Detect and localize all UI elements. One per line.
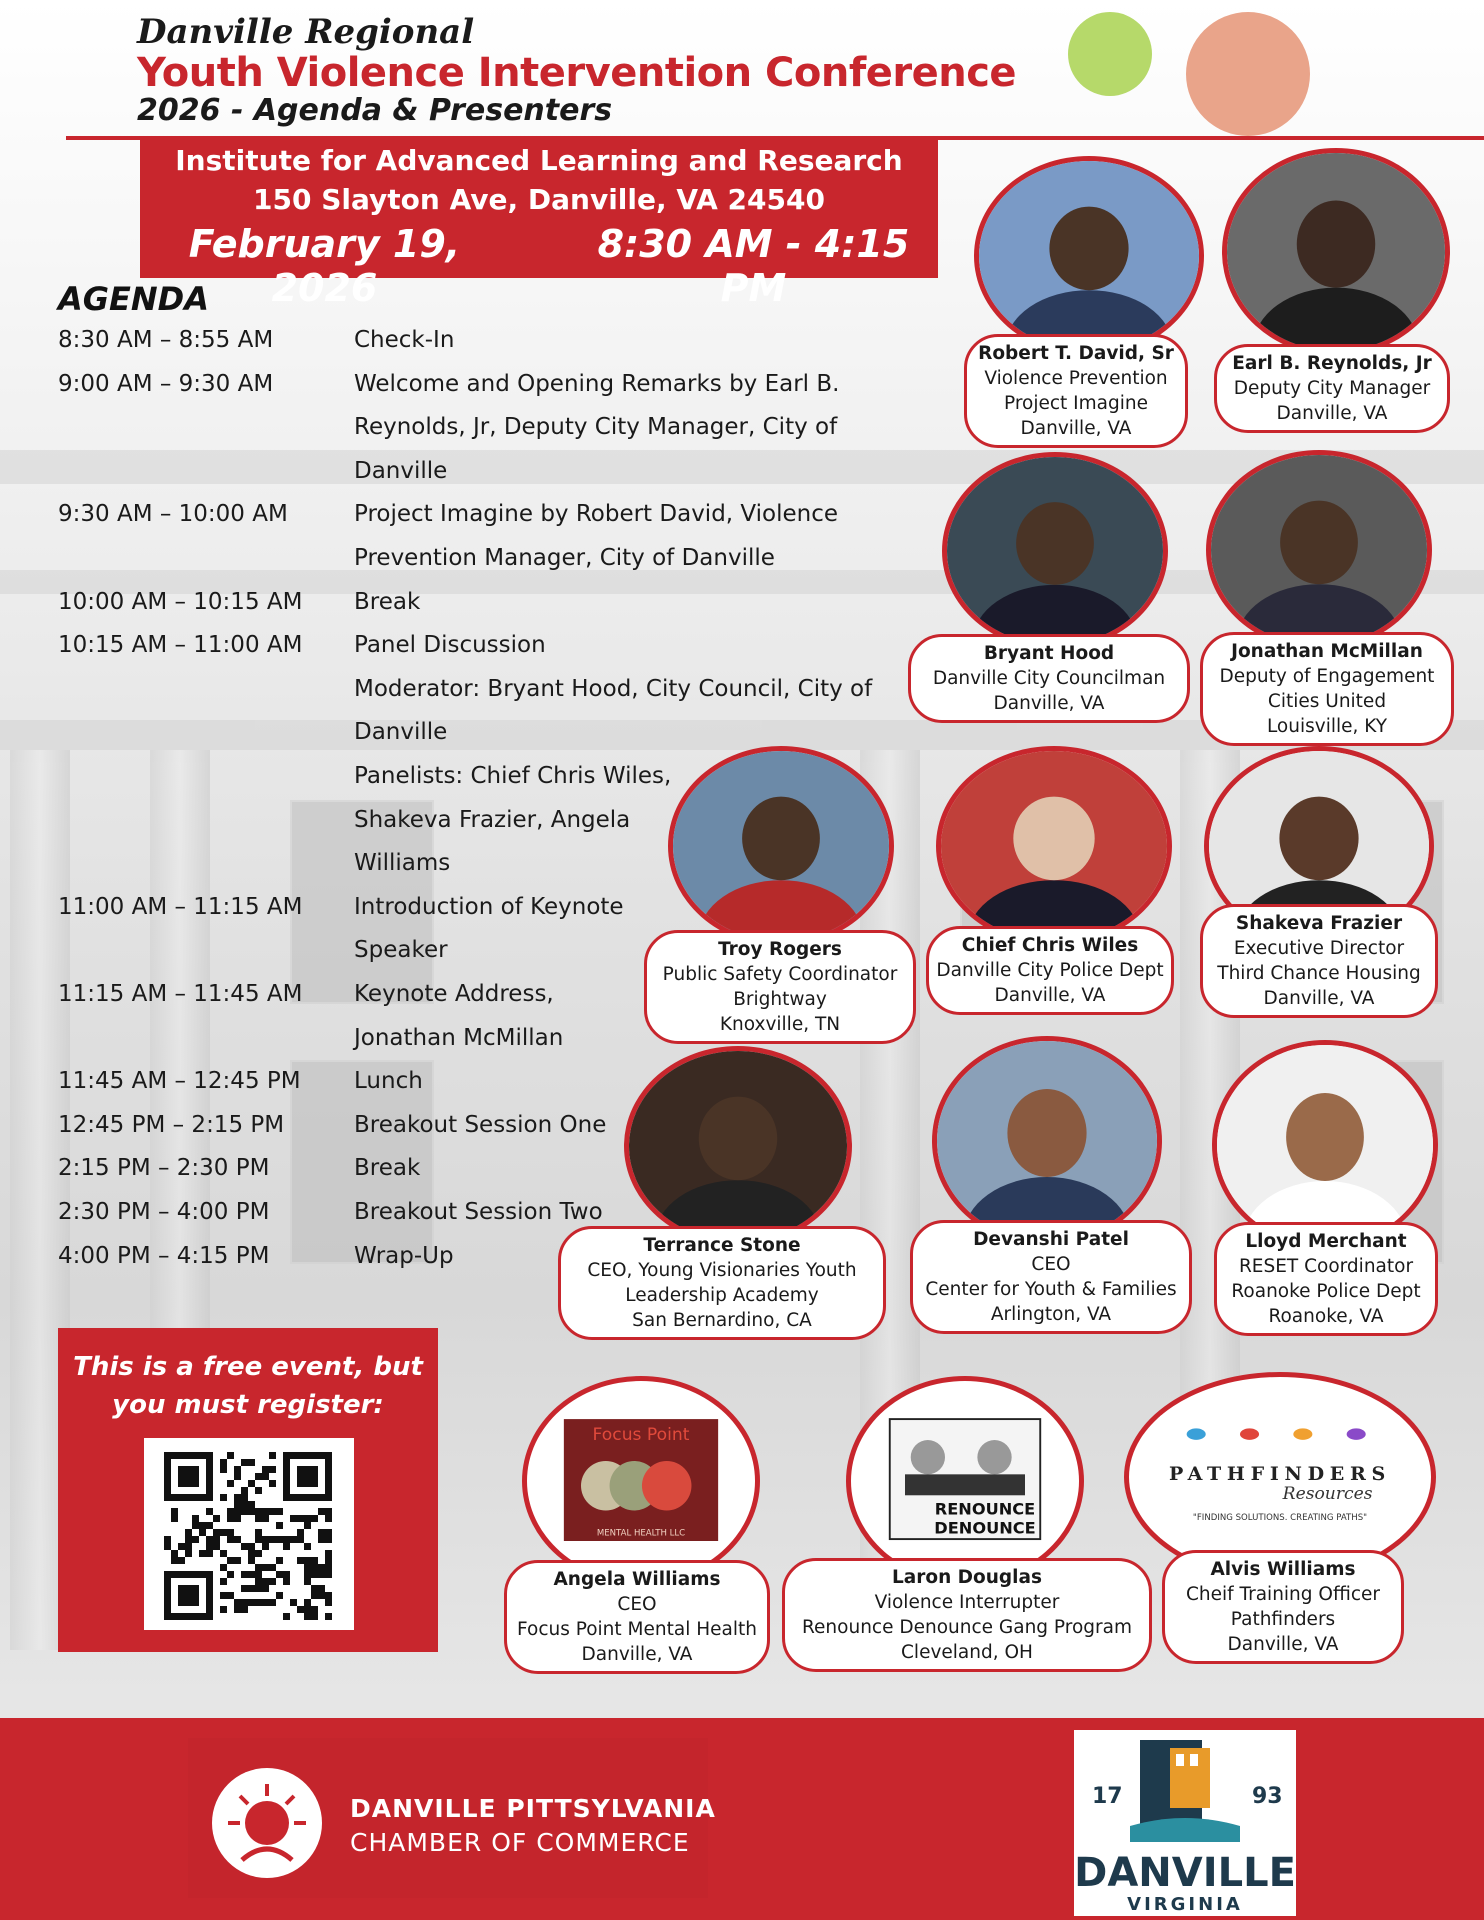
presenter-role: CEO, Young Visionaries Youth xyxy=(587,1260,857,1281)
founding-year-left: 17 xyxy=(1092,1784,1123,1809)
presenter-org: Cities United xyxy=(1267,691,1387,712)
presenter-name: Terrance Stone xyxy=(643,1235,801,1256)
presenter-location: Roanoke, VA xyxy=(1268,1306,1384,1327)
chamber-line-1: DANVILLE PITTSYLVANIA xyxy=(350,1794,716,1823)
page-subtitle: 2026 - Agenda & Presenters xyxy=(137,93,613,128)
presenter-card xyxy=(644,930,916,1044)
focus-point-logo xyxy=(522,1376,760,1586)
agenda-time: 2:30 PM – 4:00 PM xyxy=(58,1199,270,1225)
presenter-org: Center for Youth & Families xyxy=(925,1279,1177,1300)
presenter-role: Danville City Police Dept xyxy=(936,960,1164,981)
focus-point-sub: MENTAL HEALTH LLC xyxy=(596,1528,686,1539)
presenter-name: Lloyd Merchant xyxy=(1245,1231,1407,1252)
presenter-name: Alvis Williams xyxy=(1210,1559,1356,1580)
presenter-org: Pathfinders xyxy=(1230,1609,1336,1630)
registration-box xyxy=(58,1328,438,1652)
portrait-photo-icon xyxy=(1227,153,1445,351)
agenda-description: Project Imagine by Robert David, Violence xyxy=(354,501,839,528)
presenter-name: Jonathan McMillan xyxy=(1231,641,1423,662)
agenda-description: Breakout Session One xyxy=(354,1111,607,1138)
presenter-card xyxy=(910,1220,1192,1334)
presenter-role: Deputy City Manager xyxy=(1233,378,1431,399)
agenda-description: Break xyxy=(354,588,421,615)
agenda-time: 10:15 AM – 11:00 AM xyxy=(58,632,303,659)
presenter-role: Danville City Councilman xyxy=(932,668,1166,689)
presenter-location: Danville, VA xyxy=(994,985,1106,1006)
presenter-location: Danville, VA xyxy=(581,1644,693,1665)
presenter-name: Bryant Hood xyxy=(983,643,1115,664)
presenter-card xyxy=(1200,632,1454,746)
chamber-line-2: CHAMBER OF COMMERCE xyxy=(350,1828,690,1857)
presenter-card xyxy=(558,1226,886,1340)
registration-text xyxy=(58,1348,438,1424)
presenter-photo xyxy=(1206,450,1432,650)
portrait-photo-icon xyxy=(941,751,1167,941)
presenter-org: Roanoke Police Dept xyxy=(1231,1281,1421,1302)
presenter-org: Leadership Academy xyxy=(625,1285,819,1306)
presenter-card xyxy=(926,926,1174,1015)
portrait-photo-icon xyxy=(673,751,889,941)
portrait-photo-icon xyxy=(629,1051,847,1241)
venue-datetime xyxy=(140,222,938,310)
presenter-card xyxy=(1200,904,1438,1018)
presenter-name: Shakeva Frazier xyxy=(1235,913,1403,934)
presenter-location: Arlington, VA xyxy=(990,1304,1112,1325)
presenter-location: Danville, VA xyxy=(993,693,1105,714)
chamber-of-commerce-logo xyxy=(188,1738,716,1898)
presenter-card xyxy=(964,334,1188,448)
presenter-location: Danville, VA xyxy=(1276,403,1388,424)
qr-code[interactable] xyxy=(144,1438,354,1630)
city-state: VIRGINIA xyxy=(1127,1894,1243,1915)
agenda-description: Moderator: Bryant Hood, City Council, City of xyxy=(354,675,873,702)
presenter-card xyxy=(782,1558,1152,1672)
venue-name: Institute for Advanced Learning and Research xyxy=(175,144,903,177)
presenter-photo xyxy=(1212,1040,1438,1250)
agenda-description: Panel Discussion xyxy=(354,632,546,659)
agenda-time: 11:15 AM – 11:45 AM xyxy=(58,981,303,1007)
agenda-description: Danville xyxy=(354,457,448,484)
focus-point-title: Focus Point xyxy=(592,1425,690,1446)
title-script: Danville Regional xyxy=(137,12,475,52)
agenda-description: Reynolds, Jr, Deputy City Manager, City of xyxy=(354,414,838,441)
agenda-description: Break xyxy=(354,1155,421,1182)
danville-virginia-logo xyxy=(1074,1730,1296,1916)
agenda-description: Danville xyxy=(354,719,448,746)
presenter-role: RESET Coordinator xyxy=(1238,1256,1414,1277)
presenter-name: Devanshi Patel xyxy=(973,1229,1129,1250)
presenter-name: Troy Rogers xyxy=(718,939,842,960)
event-date: February 19, 2026 xyxy=(188,222,461,310)
portrait-photo-icon xyxy=(947,457,1163,645)
portrait-photo-icon xyxy=(1211,455,1427,645)
presenter-role: Public Safety Coordinator xyxy=(662,964,898,985)
agenda-time: 9:00 AM – 9:30 AM xyxy=(58,370,274,397)
presenter-name: Chief Chris Wiles xyxy=(961,935,1139,956)
presenter-location: Louisville, KY xyxy=(1266,716,1388,737)
presenter-location: Danville, VA xyxy=(1263,988,1375,1009)
agenda-time: 11:00 AM – 11:15 AM xyxy=(58,893,303,920)
agenda-time: 9:30 AM – 10:00 AM xyxy=(58,501,288,528)
city-name: DANVILLE xyxy=(1074,1850,1296,1896)
portrait-photo-icon xyxy=(1217,1045,1433,1245)
agenda-description: Shakeva Frazier, Angela xyxy=(354,806,631,833)
pathfinders-script: Resources xyxy=(1282,1483,1373,1504)
presenter-org: Focus Point Mental Health xyxy=(517,1619,757,1640)
green-decor-circle xyxy=(1068,12,1152,96)
venue-banner xyxy=(140,140,938,310)
agenda-description: Lunch xyxy=(354,1068,423,1095)
agenda-time: 2:15 PM – 2:30 PM xyxy=(58,1155,270,1182)
presenter-location: Danville, VA xyxy=(1020,418,1132,439)
presenter-role: Deputy of Engagement xyxy=(1219,666,1435,687)
presenter-role: CEO xyxy=(1031,1254,1071,1275)
presenter-photo xyxy=(936,746,1172,946)
agenda-description: Speaker xyxy=(354,937,448,964)
agenda-time: 12:45 PM – 2:15 PM xyxy=(58,1111,285,1138)
portrait-photo-icon xyxy=(979,161,1199,351)
presenter-photo xyxy=(974,156,1204,356)
chamber-sun-icon xyxy=(212,1768,322,1878)
presenter-photo xyxy=(932,1036,1162,1246)
presenter-card xyxy=(1162,1550,1404,1664)
presenter-role: Violence Interrupter xyxy=(874,1592,1060,1613)
agenda-description: Jonathan McMillan xyxy=(354,1024,564,1051)
presenter-location: Danville, VA xyxy=(1227,1634,1339,1655)
presenter-name: Laron Douglas xyxy=(891,1567,1043,1588)
presenter-card xyxy=(1214,344,1450,433)
agenda-time: 10:00 AM – 10:15 AM xyxy=(58,588,303,615)
presenter-photo xyxy=(1222,148,1450,356)
agenda-description: Welcome and Opening Remarks by Earl B. xyxy=(354,370,840,397)
agenda-description: Keynote Address, xyxy=(354,981,554,1007)
presenter-location: Cleveland, OH xyxy=(901,1642,1033,1663)
agenda-description: Check-In xyxy=(354,327,455,353)
presenter-name: Angela Williams xyxy=(553,1569,721,1590)
denounce-text: DENOUNCE xyxy=(934,1518,1036,1538)
founding-year-right: 93 xyxy=(1252,1784,1283,1809)
agenda-time: 8:30 AM – 8:55 AM xyxy=(58,327,274,353)
presenter-org: Renounce Denounce Gang Program xyxy=(802,1617,1132,1638)
presenter-org: Brightway xyxy=(733,989,827,1010)
presenter-photo xyxy=(624,1046,852,1246)
agenda-description: Williams xyxy=(354,850,451,877)
presenter-name: Earl B. Reynolds, Jr xyxy=(1232,353,1432,374)
agenda-time: 4:00 PM – 4:15 PM xyxy=(58,1242,270,1269)
presenter-role: Violence Prevention xyxy=(984,368,1168,389)
renounce-text: RENOUNCE xyxy=(934,1499,1036,1519)
presenter-photo xyxy=(668,746,894,946)
presenter-photo xyxy=(942,452,1168,650)
agenda-description: Panelists: Chief Chris Wiles, xyxy=(354,762,672,789)
pathfinders-tagline: "FINDING SOLUTIONS. CREATING PATHS" xyxy=(1192,1512,1368,1523)
presenter-role: CEO xyxy=(617,1594,657,1615)
presenter-location: San Bernardino, CA xyxy=(632,1310,812,1331)
presenter-name: Robert T. David, Sr xyxy=(978,343,1174,364)
presenter-card xyxy=(1214,1222,1438,1336)
agenda-description: Introduction of Keynote xyxy=(354,893,624,920)
registration-line-2: you must register: xyxy=(112,1390,384,1420)
portrait-photo-icon xyxy=(937,1041,1157,1241)
agenda-description: Prevention Manager, City of Danville xyxy=(354,544,775,571)
agenda-description: Breakout Session Two xyxy=(354,1199,603,1225)
presenter-org: Third Chance Housing xyxy=(1217,963,1421,984)
agenda-heading: AGENDA xyxy=(58,280,209,318)
presenter-org: Project Imagine xyxy=(1004,393,1148,414)
agenda-time: 11:45 AM – 12:45 PM xyxy=(58,1068,301,1095)
presenter-card xyxy=(908,634,1190,723)
agenda-description: Wrap-Up xyxy=(354,1242,454,1269)
venue-address: 150 Slayton Ave, Danville, VA 24540 xyxy=(253,183,825,216)
peach-decor-circle xyxy=(1186,12,1310,136)
presenter-card xyxy=(504,1560,770,1674)
presenter-role: Executive Director xyxy=(1233,938,1405,959)
renounce-denounce-logo xyxy=(846,1376,1084,1586)
pathfinders-title: PATHFINDERS xyxy=(1168,1462,1392,1485)
presenter-location: Knoxville, TN xyxy=(719,1014,841,1035)
event-time: 8:30 AM - 4:15 PM xyxy=(597,222,910,310)
registration-line-1: This is a free event, but xyxy=(73,1352,423,1382)
presenter-role: Cheif Training Officer xyxy=(1185,1584,1381,1605)
page-title: Youth Violence Intervention Conference xyxy=(137,50,1017,96)
